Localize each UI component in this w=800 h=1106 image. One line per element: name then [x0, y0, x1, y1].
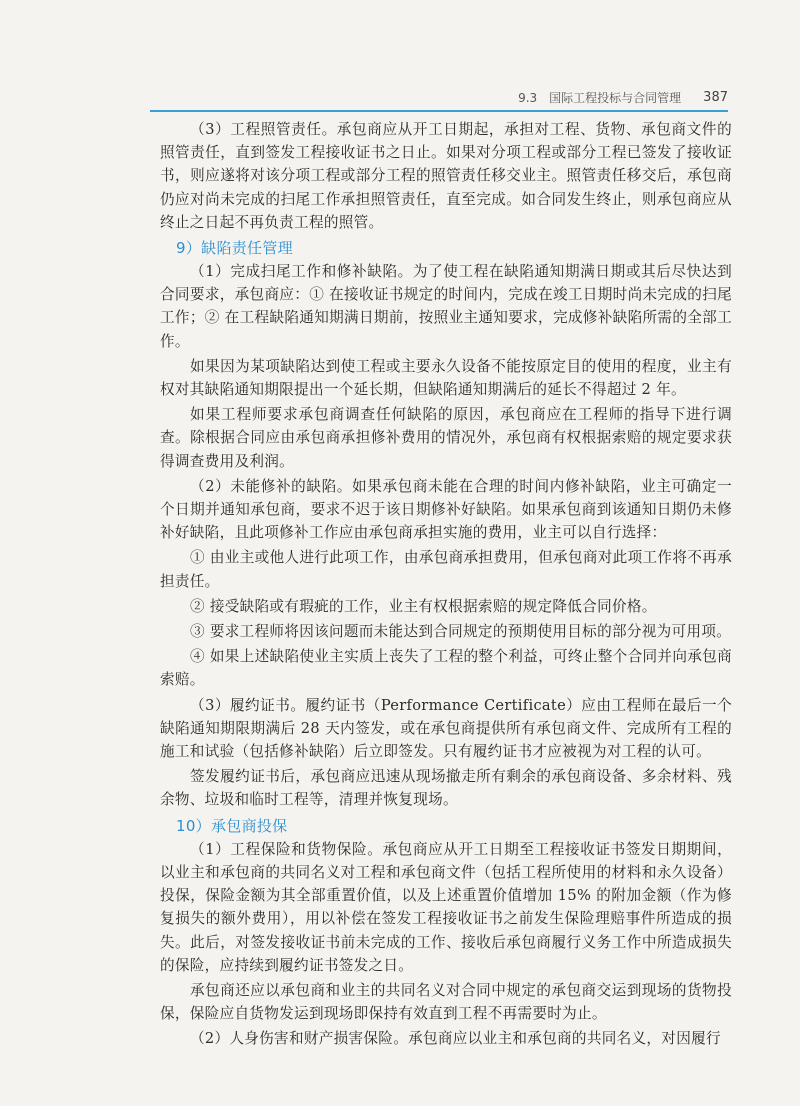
- paragraph: （1）工程保险和货物保险。承包商应从开工日期至工程接收证书签发日期期间，以业主和承包商的共同名义对工程和承包商文件（包括工程所使用的材料和永久设备）投保，保险金额为其全部重置价值，以及上述重置价值增加 15% 的附加金额（作为修复损失的额外费用），用以补偿在签发工程接收证书之前发生保险理赔事件所造成的损失。此后，对签发接收证书前未完成的工作、接收后承包商履行义务工作中所造成损失的保险，应持续到履约证书签发之日。: [160, 840, 732, 974]
- paragraph: （2）人身伤害和财产损害保险。承包商应以业主和承包商的共同名义，对因履行: [190, 1030, 721, 1048]
- page-number: 387: [703, 89, 728, 105]
- header-rule: [150, 110, 728, 112]
- section-title: 9.3 国际工程投标与合同管理: [518, 90, 682, 105]
- body-text: [160, 118, 732, 1053]
- paragraph: 签发履约证书后，承包商应迅速从现场撤走所有剩余的承包商设备、多余材料、残余物、垃圾和临时工程等，清理并恢复现场。: [160, 768, 732, 809]
- list-item: ② 接受缺陷或有瑕疵的工作，业主有权根据索赔的规定降低合同价格。: [190, 597, 657, 615]
- paragraph: 如果因为某项缺陷达到使工程或主要永久设备不能按原定目的使用的程度，业主有权对其缺陷通知期限提出一个延长期，但缺陷通知期满后的延长不得超过 2 年。: [160, 357, 732, 399]
- paragraph: 承包商还应以承包商和业主的共同名义对合同中规定的承包商交运到现场的货物投保，保险应自货物发运到现场即保持有效直到工程不再需要时为止。: [160, 981, 732, 1023]
- paragraph: （1）完成扫尾工作和修补缺陷。为了使工程在缺陷通知期满日期或其后尽快达到合同要求，承包商应：① 在接收证书规定的时间内，完成在竣工日期时尚未完成的扫尾工作；② 在工程缺陷通知期满日期前，按照业主通知要求，完成修补缺陷所需的全部工作。: [160, 263, 732, 350]
- paragraph: （3）履约证书。履约证书（Performance Certificate）应由工程师在最后一个缺陷通知期限期满后 28 天内签发，或在承包商提供所有承包商文件、完成所有工程的施工和试验（包括修补缺陷）后立即签发。只有履约证书才应被视为对工程的认可。: [160, 696, 732, 761]
- paragraph: （3）工程照管责任。承包商应从开工日期起，承担对工程、货物、承包商文件的照管责任，直到签发工程接收证书之日止。如果对分项工程或部分工程已签发了接收证书，则应遂将对该分项工程或部分工程的照管责任移交业主。照管责任移交后，承包商仍应对尚未完成的扫尾工作承担照管责任，直至完成。如合同发生终止，则承包商应从终止之日起不再负责工程的照管。: [160, 121, 732, 231]
- list-item: ④ 如果上述缺陷使业主实质上丧失了工程的整个利益，可终止整个合同并向承包商索赔。: [160, 648, 732, 689]
- paragraph: 如果工程师要求承包商调查任何缺陷的原因，承包商应在工程师的指导下进行调查。除根据合同应由承包商承担修补费用的情况外，承包商有权根据索赔的规定要求获得调查费用及利润。: [160, 406, 732, 470]
- list-item: ① 由业主或他人进行此项工作，由承包商承担费用，但承包商对此项工作将不再承担责任。: [160, 549, 732, 590]
- paragraph: （2）未能修补的缺陷。如果承包商未能在合理的时间内修补缺陷，业主可确定一个日期并通知承包商，要求不迟于该日期修补好缺陷。如果承包商到该通知日期仍未修补好缺陷，且此项修补工作应由承包商承担实施的费用，业主可以自行选择：: [160, 477, 732, 542]
- list-item: ③ 要求工程师将因该问题而未能达到合同规定的预期使用目标的部分视为可用项。: [190, 623, 732, 641]
- heading-defects-liability: 9）缺陷责任管理: [176, 239, 293, 258]
- running-header: [150, 86, 728, 108]
- heading-contractor-insurance: 10）承包商投保: [176, 816, 288, 835]
